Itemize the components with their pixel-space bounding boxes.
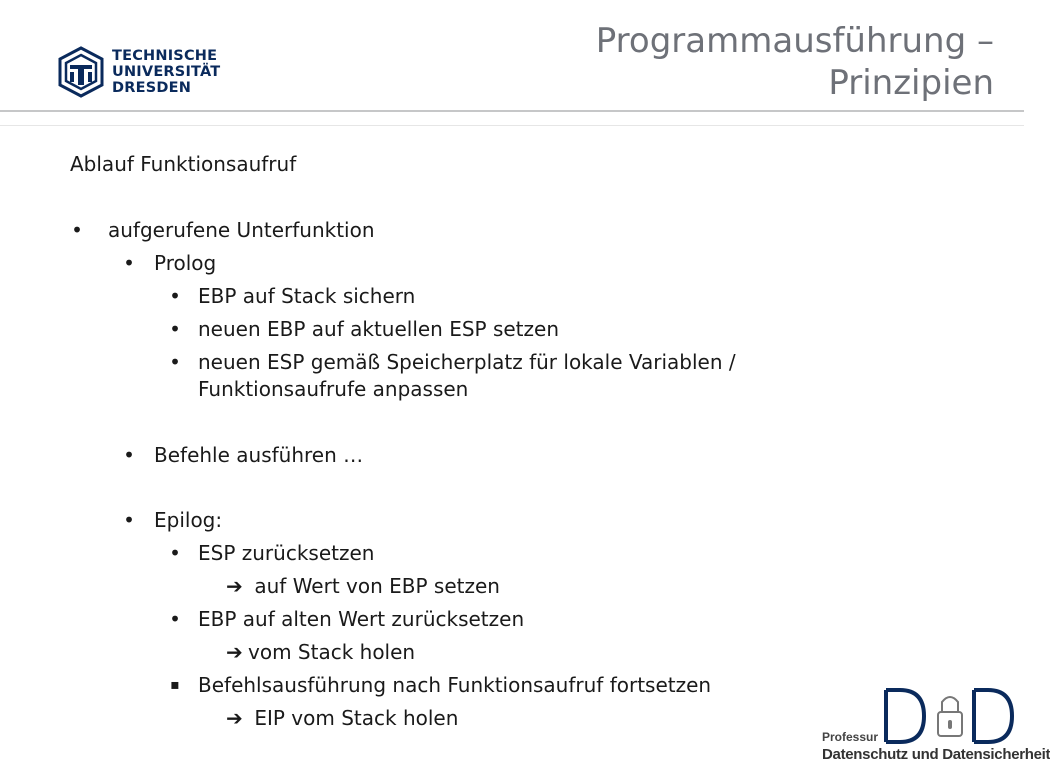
list-item bbox=[168, 349, 736, 375]
logo-line-1: TECHNISCHE bbox=[112, 48, 218, 64]
list-item bbox=[168, 540, 374, 566]
header-divider-secondary bbox=[0, 125, 1024, 126]
list-item-text: Epilog: bbox=[154, 508, 223, 532]
list-item-text: aufgerufene Unterfunktion bbox=[108, 218, 375, 242]
list-item bbox=[226, 705, 458, 731]
list-item bbox=[122, 442, 363, 468]
list-item bbox=[168, 606, 524, 632]
list-item-text: Prolog bbox=[154, 251, 217, 275]
bullet: • bbox=[169, 541, 181, 565]
list-item bbox=[122, 250, 216, 276]
bullet: • bbox=[169, 350, 181, 374]
list-item bbox=[122, 507, 222, 533]
header-divider bbox=[0, 110, 1024, 112]
arrow-right-icon: ➔ bbox=[226, 706, 243, 730]
bullet: • bbox=[123, 443, 135, 467]
bullet: • bbox=[169, 284, 181, 308]
list-item bbox=[70, 217, 375, 243]
logo-line-2: UNIVERSITÄT bbox=[112, 64, 221, 80]
bullet: • bbox=[169, 607, 181, 631]
list-item-text: EBP auf alten Wert zurücksetzen bbox=[198, 607, 525, 631]
list-item-text: neuen ESP gemäß Speicherplatz für lokale Variablen / bbox=[198, 350, 736, 374]
list-item-text: auf Wert von EBP setzen bbox=[248, 574, 500, 598]
tu-dresden-wordmark bbox=[112, 48, 220, 96]
list-item bbox=[226, 639, 415, 665]
list-item-text: EBP auf Stack sichern bbox=[198, 284, 416, 308]
list-item-text: ESP zurücksetzen bbox=[198, 541, 375, 565]
square-bullet: ▪ bbox=[170, 677, 180, 693]
list-item-text: Befehle ausführen … bbox=[154, 443, 364, 467]
list-item bbox=[168, 672, 711, 698]
list-item-text: Befehlsausführung nach Funktionsaufruf fortsetzen bbox=[198, 673, 712, 697]
list-item-continuation bbox=[168, 376, 468, 402]
list-item bbox=[226, 573, 500, 599]
bullet: • bbox=[169, 317, 181, 341]
arrow-right-icon: ➔ bbox=[226, 640, 243, 664]
bullet: • bbox=[71, 218, 83, 242]
list-item bbox=[168, 283, 415, 309]
slide-title-line-1: Programmausführung – bbox=[595, 21, 994, 61]
tu-dresden-logo bbox=[56, 46, 226, 102]
slide-title bbox=[434, 20, 994, 104]
slide-title-line-2: Prinzipien bbox=[828, 63, 994, 103]
tu-dresden-emblem-icon bbox=[56, 46, 106, 98]
list-item-text: EIP vom Stack holen bbox=[248, 706, 459, 730]
bullet: • bbox=[123, 251, 135, 275]
dud-logo-line-2: Datenschutz und Datensicherheit bbox=[822, 746, 1050, 763]
list-item bbox=[168, 316, 559, 342]
dud-emblem-icon bbox=[880, 686, 1022, 746]
content-heading: Ablauf Funktionsaufruf bbox=[70, 152, 297, 176]
arrow-right-icon: ➔ bbox=[226, 574, 243, 598]
logo-line-3: DRESDEN bbox=[112, 80, 192, 96]
list-item-text: vom Stack holen bbox=[248, 640, 416, 664]
dud-logo bbox=[818, 686, 1050, 768]
bullet: • bbox=[123, 508, 135, 532]
list-item-text: Funktionsaufrufe anpassen bbox=[198, 377, 469, 401]
dud-logo-line-1: Professur bbox=[822, 730, 879, 744]
list-item-text: neuen EBP auf aktuellen ESP setzen bbox=[198, 317, 560, 341]
slide-content bbox=[70, 150, 970, 730]
